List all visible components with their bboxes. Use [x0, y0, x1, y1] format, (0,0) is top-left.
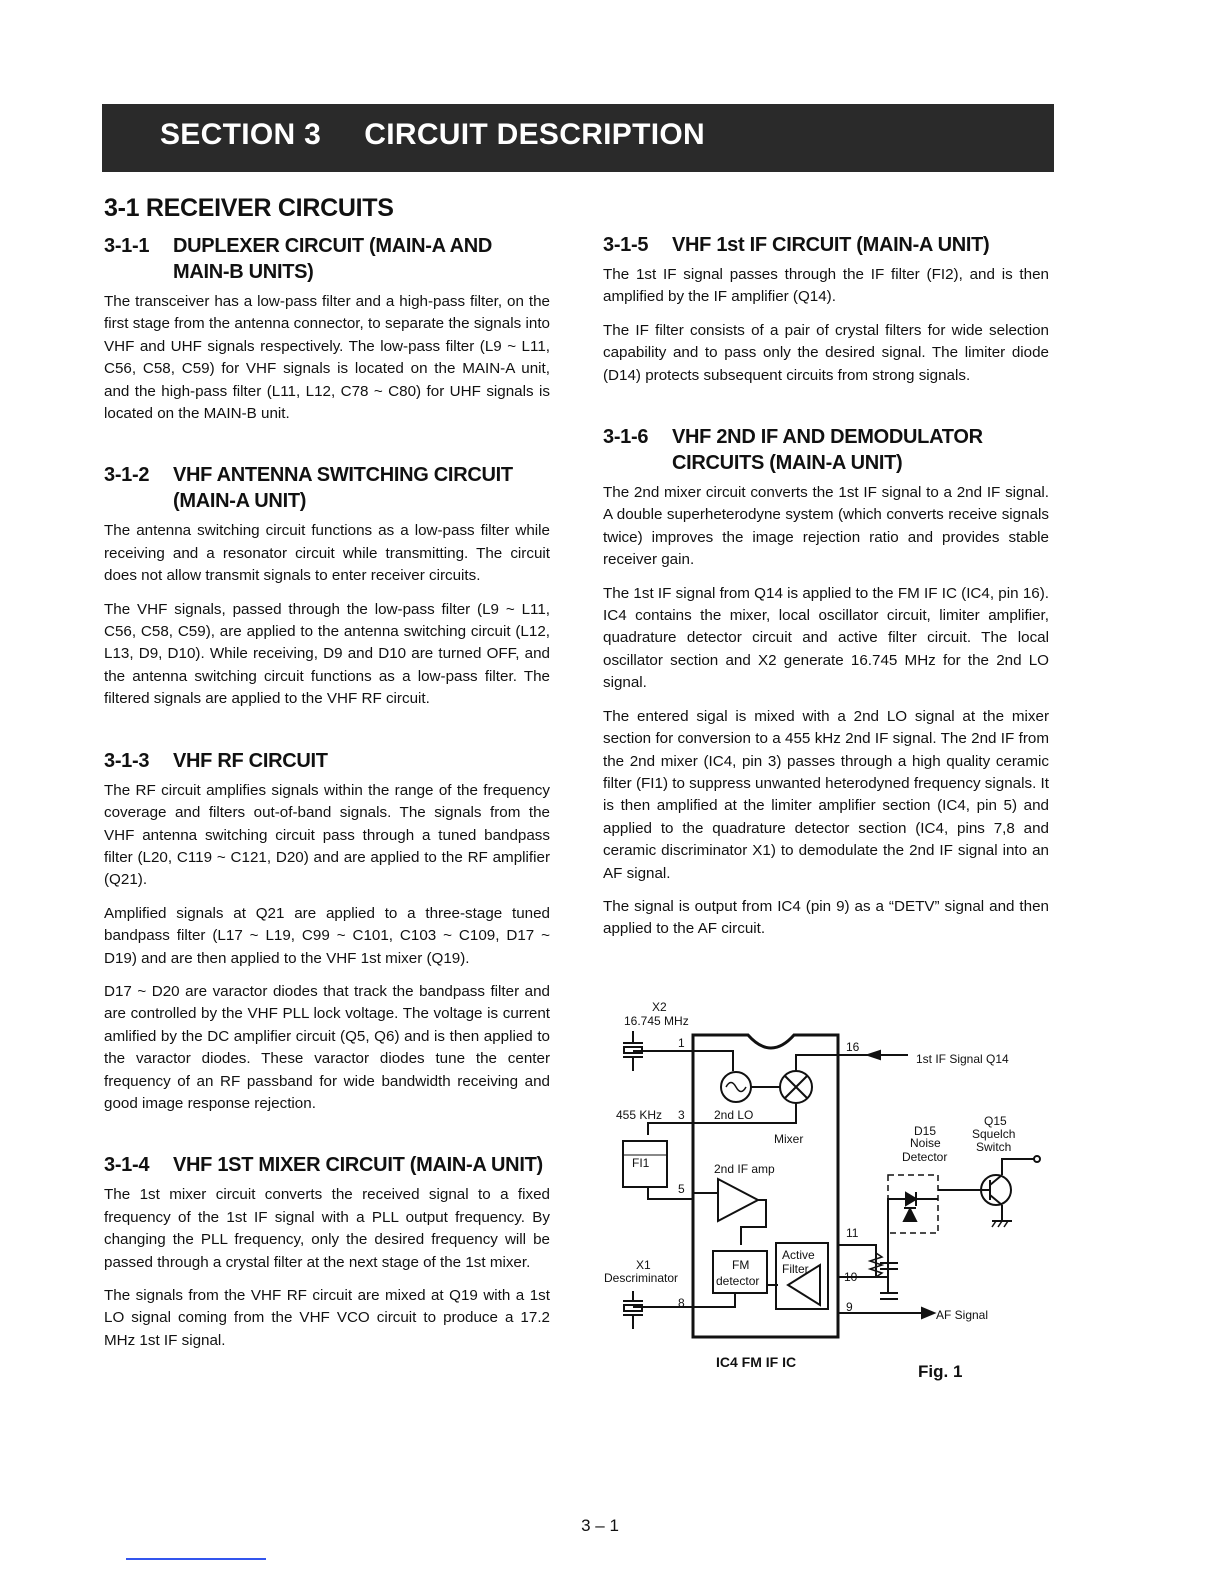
subsection-title: VHF RF CIRCUIT: [173, 749, 328, 772]
paragraph: D17 ~ D20 are varactor diodes that track the bandpass filter and are controlled by the VHF PLL lock voltage. The voltage is current amlified by the DC amplifier circuit (Q5, Q6) and is then applied to the varactor diodes. These varactor diodes tune the center frequency of an RF passband for wide bandwidth receiving and good image response rejection.: [104, 982, 550, 1112]
subsection-heading-3-1-1: [104, 233, 550, 285]
pin-3-label: 3: [678, 1108, 685, 1122]
af-signal-label: AF Signal: [936, 1308, 989, 1322]
subsection-number: 3-1-4: [104, 1154, 150, 1177]
pin-8-label: 8: [678, 1296, 685, 1310]
squelch-label: Squelch: [972, 1127, 1016, 1141]
paragraph: Amplified signals at Q21 are applied to a three-stage tuned bandpass filter (L17 ~ L19, C99 ~ C101, C103 ~ C109, D17 ~ D19) and are then applied to the VHF 1st mixer (Q19).: [104, 904, 550, 967]
pin-10-label: 10: [844, 1270, 858, 1284]
paragraph: The transceiver has a low-pass filter and a high-pass filter, on the first stage from the antenna connector, to separate the signals into VHF and UHF signals respectively. The low-pass filter (L9 ~ L11, C56, C58, C59) for VHF signals is located on the MAIN-A unit, and the high-pass filter (L11, L12, C78 ~ C80) for UHF signals is located on the MAIN-B unit.: [104, 293, 550, 423]
noise-label: Noise: [910, 1136, 941, 1150]
ic4-body: [693, 1035, 838, 1337]
paragraph: The IF filter consists of a pair of crystal filters for wide selection capability and to pass only the desired signal. The limiter diode (D14) protects subsequent circuits from strong signals.: [603, 321, 1049, 384]
main-heading: 3-1 RECEIVER CIRCUITS: [104, 194, 394, 222]
fi1-label: FI1: [632, 1156, 650, 1170]
fm-label: FM: [732, 1258, 750, 1272]
active-label: Active: [782, 1248, 815, 1262]
section-banner-text: [160, 118, 705, 152]
section-title: CIRCUIT DESCRIPTION: [364, 118, 705, 151]
paragraph: The RF circuit amplifies signals within the range of the frequency coverage and filters out-of-band signals. The signals from the VHF antenna switching circuit pass through a tuned bandpass filter (L20, C119 ~ C121, D20) and are applied to the RF amplifier (Q21).: [104, 781, 550, 889]
filter-label: Filter: [782, 1262, 809, 1276]
paragraph: The entered sigal is mixed with a 2nd LO signal at the mixer section for conversion to a 455 kHz 2nd IF signal. The 2nd IF from the 2nd mixer (IC4, pin 3) passes through a high quality ceramic filter (FI1) to suppress unwanted heterodyned frequency signals. It is then amplified at the limiter amplifier section (IC4, pin 5) and applied to the quadrature detector section (IC4, pins 7,8 and ceramic discriminator X1) to demodulate the 2nd IF signal into an AF signal.: [603, 707, 1049, 882]
page-number: 3 – 1: [581, 1516, 619, 1535]
section-number: SECTION 3: [160, 118, 322, 151]
d15-label: D15: [914, 1124, 937, 1138]
subsection-title: DUPLEXER CIRCUIT (MAIN-A AND MAIN-B UNITS): [173, 235, 492, 283]
paragraph: The 1st mixer circuit converts the received signal to a fixed frequency of the 1st IF signal with a PLL output frequency. By changing the PLL frequency, only the desired frequency will be passed through a crystal filter at the next stage of the 1st mixer.: [104, 1186, 550, 1271]
pin-9-label: 9: [846, 1300, 853, 1314]
subsection-heading-3-1-3: [104, 748, 550, 774]
x1-label: X1: [636, 1258, 651, 1272]
detector-label: detector: [716, 1274, 760, 1288]
if-signal-label: 1st IF Signal Q14: [916, 1052, 1009, 1066]
footer-rule: [126, 1558, 266, 1560]
paragraph: The VHF signals, passed through the low-pass filter (L9 ~ L11, C56, C58, C59), are applied to the antenna switching circuit (L12, L13, D9, D10). While receiving, D9 and D10 are turned OFF, and the antenna switching circuit functions as a low-pass filter. The filtered signals are applied to the VHF RF circuit.: [104, 600, 550, 708]
section-banner: [102, 104, 1054, 172]
subsection-title: VHF 1st IF CIRCUIT (MAIN-A UNIT): [672, 234, 990, 256]
if-amp-label: 2nd IF amp: [714, 1162, 775, 1176]
x1-name: Descriminator: [604, 1271, 679, 1285]
detector-d15-label: Detector: [902, 1150, 948, 1164]
switch-label: Switch: [976, 1140, 1012, 1154]
subsection-title: VHF ANTENNA SWITCHING CIRCUIT (MAIN-A UNIT): [173, 464, 513, 513]
subsection-heading-3-1-5: [603, 232, 1049, 258]
paragraph: The 1st IF signal from Q14 is applied to the FM IF IC (IC4, pin 16). IC4 contains the mixer, local oscillator circuit, limiter amplifier, quadrature detector circuit and active filter circuit. The local oscillator section and X2 generate 16.745 MHz for the 2nd LO signal.: [603, 584, 1049, 692]
if-amp-symbol: [718, 1179, 758, 1221]
circuit-diagram: [598, 995, 1058, 1395]
paragraph: The 1st IF signal passes through the IF filter (FI2), and is then amplified by the IF amplifier (Q14).: [603, 266, 1049, 306]
mixer-label: Mixer: [774, 1132, 804, 1146]
subsection-number: 3-1-2: [104, 464, 150, 487]
subsection-number: 3-1-3: [104, 749, 150, 772]
paragraph: The signal is output from IC4 (pin 9) as a “DETV” signal and then applied to the AF circuit.: [603, 897, 1049, 938]
paragraph: The 2nd mixer circuit converts the 1st IF signal to a 2nd IF signal. A double superheterodyne system (which converts receive signals twice) improves the image rejection ratio and provides stable receiver gain.: [603, 484, 1049, 569]
x2-label: X2: [652, 1000, 667, 1014]
subsection-heading-3-1-6: [603, 424, 1049, 476]
figure-title: Fig. 1: [918, 1362, 963, 1381]
subsection-heading-3-1-2: [104, 462, 550, 514]
subsection-title: VHF 2ND IF AND DEMODULATOR CIRCUITS (MAIN-A UNIT): [672, 426, 983, 475]
subsection-title: VHF 1ST MIXER CIRCUIT (MAIN-A UNIT): [173, 1154, 543, 1177]
pin-5-label: 5: [678, 1182, 685, 1196]
left-column: [104, 194, 550, 1363]
pin-16-label: 16: [846, 1040, 860, 1054]
x2-frequency: 16.745 MHz: [624, 1014, 689, 1028]
pin-11-label: 11: [846, 1226, 859, 1240]
freq-455-label: 455 KHz: [616, 1108, 663, 1122]
right-column: [603, 232, 1049, 952]
subsection-number: 3-1-5: [603, 234, 649, 256]
figure-1-fm-if-ic-diagram: [598, 995, 1058, 1395]
subsection-heading-3-1-4: [104, 1152, 550, 1178]
ic-label: IC4 FM IF IC: [716, 1354, 797, 1370]
paragraph: The antenna switching circuit functions as a low-pass filter while receiving and a resonator circuit while transmitting. The circuit does not allow transmit signals to enter receiver circuits.: [104, 522, 550, 585]
subsection-number: 3-1-1: [104, 235, 150, 257]
paragraph: The signals from the VHF RF circuit are mixed at Q19 with a 1st LO signal coming from the VHF VCO circuit to produce a 17.2 MHz 1st IF signal.: [104, 1287, 550, 1349]
subsection-number: 3-1-6: [603, 426, 649, 449]
lo-2nd-label: 2nd LO: [714, 1108, 754, 1122]
pin-1-label: 1: [678, 1036, 685, 1050]
q15-label: Q15: [984, 1114, 1007, 1128]
